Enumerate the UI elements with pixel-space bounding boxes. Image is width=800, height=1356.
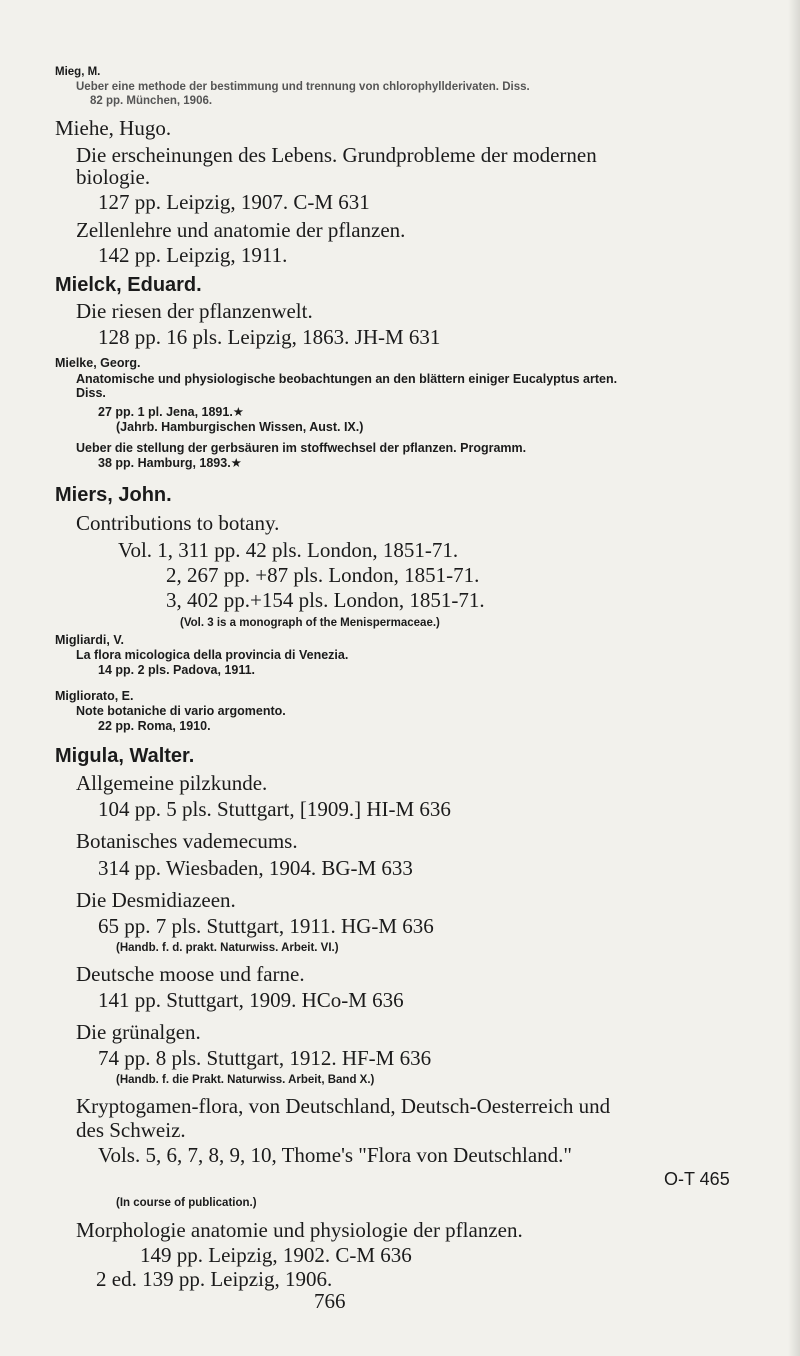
- migula-details-7-ed2: 2 ed. 139 pp. Leipzig, 1906.: [96, 1267, 333, 1291]
- page-edge-shadow: [788, 0, 800, 1356]
- author-miers: Miers, John.: [55, 484, 172, 506]
- migula-title-1: Allgemeine pilzkunde.: [76, 771, 268, 795]
- miers-title: Contributions to botany.: [76, 511, 280, 535]
- page-number: 766: [314, 1289, 346, 1313]
- miehe-title-1b: biologie.: [76, 165, 151, 189]
- author-mieg: Mieg, M.: [55, 66, 101, 78]
- author-migula: Migula, Walter.: [55, 745, 195, 767]
- migula-title-4: Deutsche moose und farne.: [76, 962, 305, 986]
- migula-details-7: 149 pp. Leipzig, 1902. C-M 636: [140, 1243, 412, 1267]
- migliardi-details: 14 pp. 2 pls. Padova, 1911.: [98, 663, 256, 677]
- author-mielke: Mielke, Georg.: [55, 356, 141, 370]
- migula-details-4: 141 pp. Stuttgart, 1909. HCo-M 636: [98, 988, 404, 1012]
- migula-details-2: 314 pp. Wiesbaden, 1904. BG-M 633: [98, 856, 413, 880]
- mieg-details: 82 pp. München, 1906.: [90, 95, 213, 107]
- migliorato-details: 22 pp. Roma, 1910.: [98, 719, 211, 733]
- mielke-series-note: (Jahrb. Hamburgischen Wissen, Aust. IX.): [116, 420, 364, 434]
- mielke-details-1: 27 pp. 1 pl. Jena, 1891.★: [98, 405, 244, 419]
- author-miehe: Miehe, Hugo.: [55, 116, 172, 140]
- migula-callno-6: O-T 465: [664, 1169, 730, 1189]
- author-mielck: Mielck, Eduard.: [55, 274, 202, 296]
- migula-series-3: (Handb. f. d. prakt. Naturwiss. Arbeit. VI.): [116, 942, 339, 954]
- author-migliardi: Migliardi, V.: [55, 633, 125, 647]
- mielke-details-2: 38 pp. Hamburg, 1893.★: [98, 456, 242, 470]
- mielck-details: 128 pp. 16 pls. Leipzig, 1863. JH-M 631: [98, 325, 441, 349]
- miehe-details-1: 127 pp. Leipzig, 1907. C-M 631: [98, 190, 370, 214]
- miers-vol-2: 2, 267 pp. +87 pls. London, 1851-71.: [166, 563, 480, 587]
- migula-title-6a: Kryptogamen-flora, von Deutschland, Deutsch-Oesterreich und: [76, 1094, 611, 1118]
- miehe-title-1a: Die erscheinungen des Lebens. Grundprobleme der modernen: [76, 143, 597, 167]
- migula-title-7: Morphologie anatomie und physiologie der pflanzen.: [76, 1218, 523, 1242]
- migula-note-6: (In course of publication.): [116, 1197, 257, 1209]
- migula-details-1: 104 pp. 5 pls. Stuttgart, [1909.] HI-M 636: [98, 797, 451, 821]
- miers-vol-3: 3, 402 pp.+154 pls. London, 1851-71.: [166, 588, 485, 612]
- migula-details-3: 65 pp. 7 pls. Stuttgart, 1911. HG-M 636: [98, 914, 434, 938]
- migula-title-5: Die grünalgen.: [76, 1020, 201, 1044]
- miers-vol-1: Vol. 1, 311 pp. 42 pls. London, 1851-71.: [118, 538, 459, 562]
- mielke-title-2: Ueber die stellung der gerbsäuren im stoffwechsel der pflanzen. Programm.: [76, 441, 527, 455]
- migliorato-title: Note botaniche di vario argomento.: [76, 704, 286, 718]
- miers-note: (Vol. 3 is a monograph of the Menispermaceae.): [180, 617, 440, 629]
- mieg-title: Ueber eine methode der bestimmung und trennung von chlorophyllderivaten. Diss.: [76, 81, 530, 93]
- migula-details-6: Vols. 5, 6, 7, 8, 9, 10, Thome's "Flora von Deutschland.": [98, 1143, 572, 1167]
- migliardi-title: La flora micologica della provincia di Venezia.: [76, 648, 349, 662]
- mielke-diss-tag: Diss.: [76, 386, 106, 400]
- migula-title-2: Botanisches vademecums.: [76, 829, 298, 853]
- miehe-details-2: 142 pp. Leipzig, 1911.: [98, 243, 288, 267]
- migula-details-5: 74 pp. 8 pls. Stuttgart, 1912. HF-M 636: [98, 1046, 432, 1070]
- mielke-title-1: Anatomische und physiologische beobachtungen an den blättern einiger Eucalyptus arten.: [76, 372, 618, 386]
- migula-series-5: (Handb. f. die Prakt. Naturwiss. Arbeit, Band X.): [116, 1074, 375, 1086]
- author-migliorato: Migliorato, E.: [55, 689, 134, 703]
- migula-title-6b: des Schweiz.: [76, 1118, 186, 1142]
- miehe-title-2: Zellenlehre und anatomie der pflanzen.: [76, 218, 406, 242]
- mielck-title: Die riesen der pflanzenwelt.: [76, 299, 313, 323]
- migula-title-3: Die Desmidiazeen.: [76, 888, 236, 912]
